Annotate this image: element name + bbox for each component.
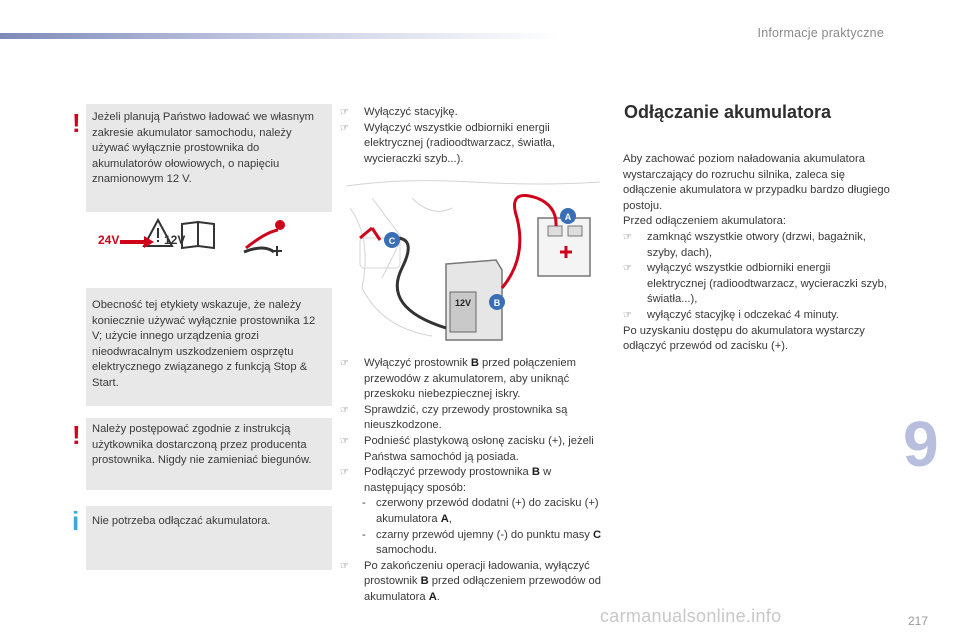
svg-text:A: A	[564, 212, 572, 222]
outro-paragraph: Po uzyskaniu dostępu do akumulatora wystarczy odłączyć przewód od zacisku (+).	[623, 324, 865, 353]
label-24v: 24V	[98, 233, 120, 247]
charging-steps-list	[340, 356, 606, 606]
marker-a	[560, 208, 576, 224]
chapter-number: 9	[903, 408, 939, 480]
warning-box-charger	[72, 104, 332, 406]
watermark: carmanualsonline.info	[600, 606, 782, 626]
section-heading: Odłączanie akumulatora	[624, 102, 832, 122]
list-item: ☞ Wyłączyć wszystkie odbiorniki energii elektrycznej (radioodtwarzacz, światła, wycieraczki szyb...).	[340, 121, 606, 168]
battery-illustration	[538, 218, 590, 276]
header-accent-bar	[0, 33, 560, 39]
sub-list-item: - czarny przewód ujemny (-) do punktu masy C samochodu.	[340, 528, 606, 559]
list-item: ☞ Wyłączyć stacyjkę.	[340, 105, 606, 121]
prep-steps-list	[340, 105, 606, 167]
charging-diagram	[342, 178, 604, 344]
marker-c	[384, 232, 400, 248]
list-item: ☞ Sprawdzić, czy przewody prostownika są nieuszkodzone.	[340, 403, 606, 434]
list-item: ☞ Podnieść plastykową osłonę zacisku (+), jeżeli Państwa samochód ją posiada.	[340, 434, 606, 465]
info-box	[72, 506, 332, 570]
disconnect-battery-text	[623, 152, 891, 355]
warning-box-instructions	[72, 418, 332, 490]
list-item: ☞ Po zakończeniu operacji ładowania, wyłączyć prostownik B przed odłączeniem przewodów od akumulatora A.	[340, 559, 606, 606]
page-number: 217	[908, 614, 929, 628]
list-item: ☞ Podłączyć przewody prostownika B w następujący sposób:	[340, 465, 606, 496]
list-item: ☞ Wyłączyć prostownik B przed połączeniem przewodów z akumulatorem, aby uniknąć przeskoku niebezpiecznej iskry.	[340, 356, 606, 403]
info-icon: i	[72, 506, 80, 536]
list-item: ☞ wyłączyć wszystkie odbiorniki energii elektrycznej (radioodtwarzacz, wycieraczki szyb, światła...),	[623, 261, 891, 308]
svg-text:C: C	[388, 236, 396, 246]
warning-text-instructions: Należy postępować zgodnie z instrukcją użytkownika dostarczoną przez producenta prostownika. Nigdy nie zamieniać biegunów.	[92, 423, 312, 467]
warning-text-label: Obecność tej etykiety wskazuje, że należy koniecznie używać wyłącznie prostownika 12 V; użycie innego urządzenia grozi nieodwracalnym uszkodzeniem osprzętu elektrycznego związanego z funkcją Stop & Start.	[92, 299, 316, 389]
warning-icon: !	[72, 420, 81, 450]
section-title: Informacje praktyczne	[757, 26, 884, 40]
svg-text:B: B	[493, 298, 501, 308]
warning-text-charger: Jeżeli planują Państwo ładować we własnym zakresie akumulator samochodu, należy używać wyłącznie prostownika do akumulatorów ołowiowych, o napięciu znamionowym 12 V.	[92, 111, 314, 186]
intro-paragraph: Aby zachować poziom naładowania akumulatora wystarczający do rozruchu silnika, zaleca się odłączenie akumulatora w przypadku bardzo długiego postoju.	[623, 153, 890, 212]
before-label: Przed odłączeniem akumulatora:	[623, 215, 786, 228]
sub-list-item: - czerwony przewód dodatni (+) do zacisku (+) akumulatora A,	[340, 496, 606, 527]
list-item: ☞ wyłączyć stacyjkę i odczekać 4 minuty.	[623, 308, 891, 324]
marker-b	[489, 294, 505, 310]
label-12v: 12V	[164, 233, 186, 247]
charger-voltage-label: 12V	[454, 298, 472, 308]
list-item: ☞ zamknąć wszystkie otwory (drzwi, bagażnik, szyby, dach),	[623, 230, 891, 261]
warning-icon: !	[72, 108, 81, 138]
info-text: Nie potrzeba odłączać akumulatora.	[92, 515, 271, 527]
